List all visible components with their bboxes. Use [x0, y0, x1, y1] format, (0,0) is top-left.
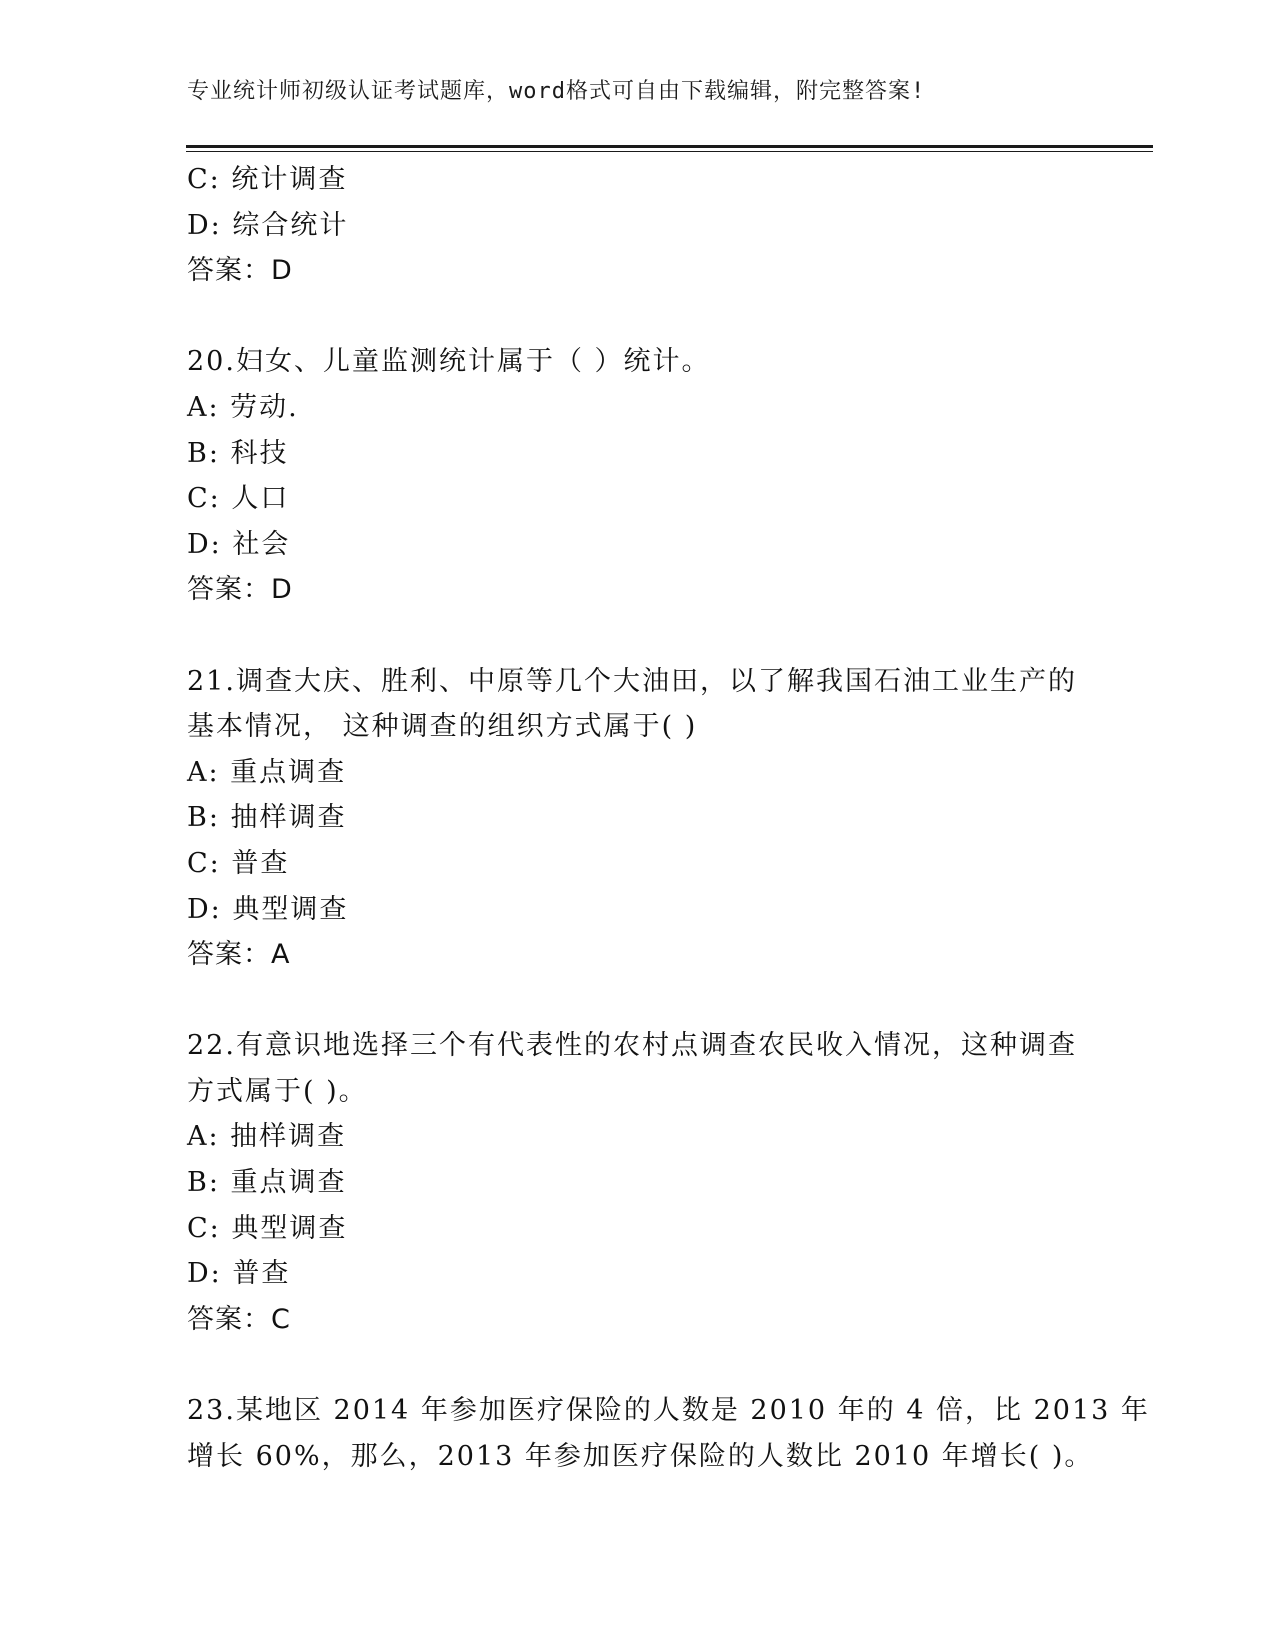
question-block [187, 659, 1087, 978]
option-c: C: 普查 [187, 847, 290, 879]
option-c: C: 典型调查 [187, 1212, 348, 1244]
answer: 答案：A [187, 939, 291, 971]
header-rule-thick [186, 145, 1153, 148]
question-text: 22.有意识地选择三个有代表性的农村点调查农民收入情况，这种调查 [187, 1030, 1077, 1062]
question-block [187, 1023, 1087, 1342]
option-a: A: 抽样调查 [187, 1121, 347, 1153]
question-list [187, 157, 1150, 1479]
header-rule-thin [186, 151, 1153, 152]
option-d: D: 社会 [187, 528, 291, 560]
option-b: B: 重点调查 [187, 1167, 347, 1199]
answer: 答案：C [187, 1303, 291, 1335]
option-d: D: 典型调查 [187, 893, 349, 925]
answer: 答案：D [187, 574, 293, 606]
option-c: C: 统计调查 [187, 164, 348, 195]
question-block [187, 157, 1087, 294]
option-a: A: 重点调查 [187, 756, 347, 788]
question-text-continued: 基本情况， 这种调查的组织方式属于( ) [187, 711, 698, 743]
page-header: 专业统计师初级认证考试题库，word格式可自由下载编辑，附完整答案! [187, 79, 926, 104]
option-d: D: 普查 [187, 1258, 291, 1290]
option-b: B: 科技 [187, 437, 289, 469]
question-block [187, 339, 1087, 613]
option-a: A: 劳动. [187, 391, 299, 423]
question-text: 20.妇女、儿童监测统计属于（ ）统计。 [187, 346, 711, 378]
option-d: D: 综合统计 [187, 209, 349, 241]
question-text: 23.某地区 2014 年参加医疗保险的人数是 2010 年的 4 倍，比 2013 年 [187, 1395, 1150, 1427]
option-c: C: 人口 [187, 483, 290, 515]
question-text-continued: 方式属于( )。 [187, 1075, 368, 1107]
question-text: 21.调查大庆、胜利、中原等几个大油田，以了解我国石油工业生产的 [187, 665, 1077, 697]
question-text-continued: 增长 60%，那么，2013 年参加医疗保险的人数比 2010 年增长( )。 [187, 1440, 1094, 1472]
option-b: B: 抽样调查 [187, 802, 347, 834]
answer: 答案：D [187, 255, 293, 287]
question-block [187, 1388, 1150, 1479]
